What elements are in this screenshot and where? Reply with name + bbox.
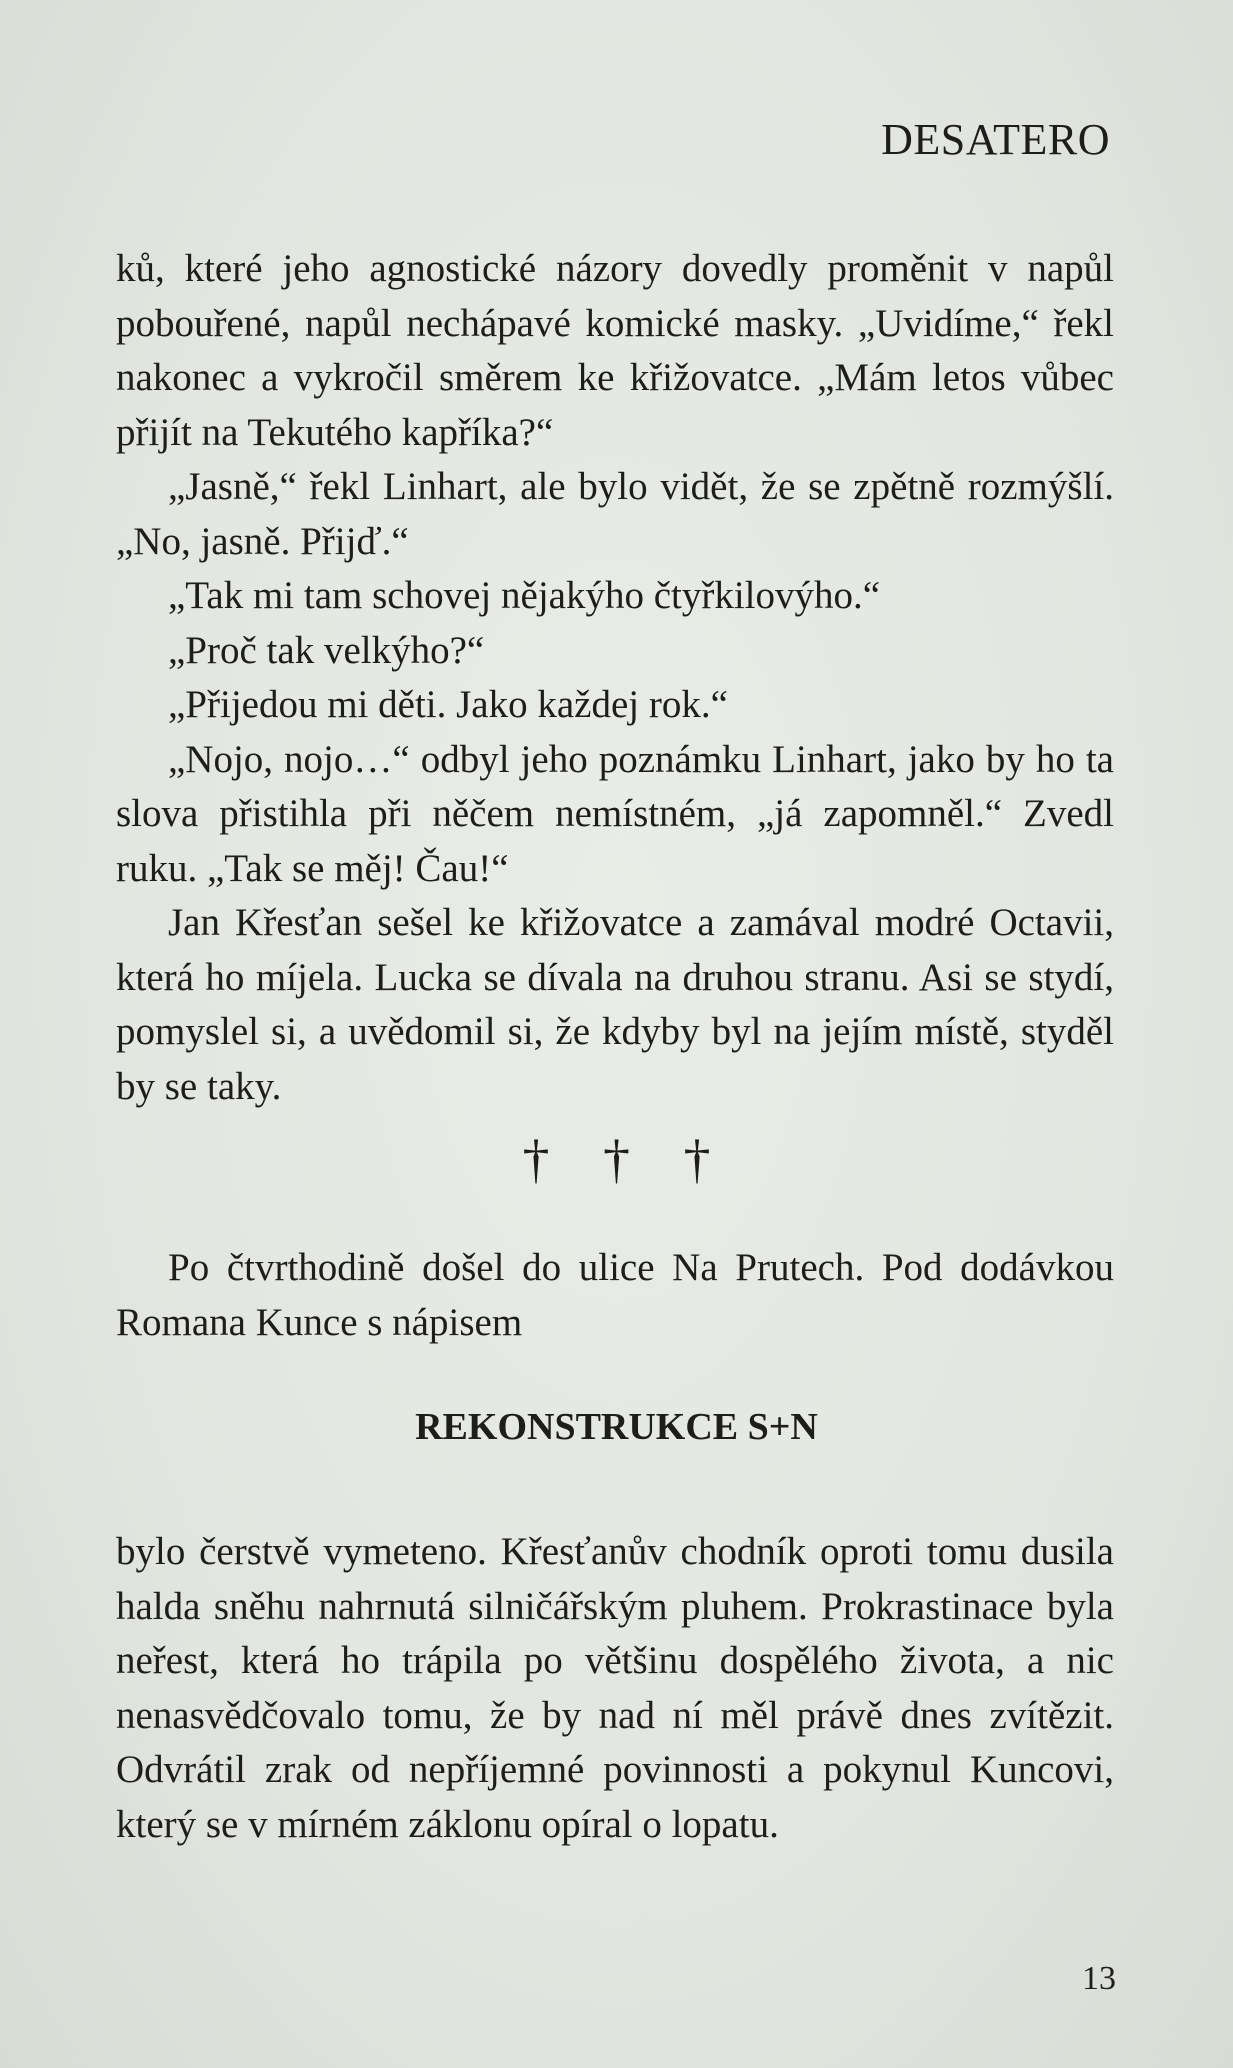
paragraph: „Proč tak velkýho?“ [168,628,485,672]
running-head: DESATERO [881,115,1110,164]
dagger-mark: † [603,1129,630,1189]
paragraph: „Přijedou mi děti. Jako každej rok.“ [168,683,728,726]
paragraph: Jan Křesťan sešel ke křižovatce a zamával modré Octavii, která ho míjela. Lucka se dívala na druhou stranu. Asi se stydí, pomyslel si, a uvědomil si, že kdyby byl na jejím místě, styděl by se taky. [116,901,1114,1108]
paragraph: „Jasně,“ řekl Linhart, ale bylo vidět, že se zpětně rozmýšlí. „No, jasně. Přijď.“ [116,465,1114,563]
paragraph: bylo čerstvě vymeteno. Křesťanův chodník oproti tomu dusila halda sněhu nahrnutá silničářským pluhem. Prokrastinace byla neřest, která ho trápila po většinu dospělého života, a nic nenasvědčovalo tomu, že by nad ní měl právě dnes zvítězit. Odvrátil zrak od nepříjemné povinnosti a pokynul Kuncovi, který se v mírném záklonu opíral o lopatu. [116,1530,1114,1846]
paragraph: Po čtvrthodině došel do ulice Na Prutech. Pod dodávkou Romana Kunce s nápisem [116,1246,1114,1344]
text-section-3 [116,1525,1114,1852]
van-sign-text: REKONSTRUKCE S+N [415,1406,818,1448]
paragraph: „Nojo, nojo…“ odbyl jeho poznámku Linhart, jako by ho ta slova přistihla při něčem nemístném, „já zapomněl.“ Zvedl ruku. „Tak se měj! Čau!“ [116,737,1114,890]
text-section-1 [116,242,1114,1114]
paragraph: „Tak mi tam schovej nějakýho čtyřkilovýho.“ [168,574,881,617]
dagger-mark: † [683,1129,711,1189]
page-number: 13 [1082,1960,1116,1997]
paragraph: ků, které jeho agnostické názory dovedly proměnit v napůl pobouřené, napůl nechápavé komické masky. „Uvidíme,“ řekl nakonec a vykročil směrem ke křižovatce. „Mám letos vůbec přijít na Tekutého kapříka?“ [116,247,1114,454]
dagger-mark: † [522,1129,550,1189]
text-section-2 [116,1241,1114,1350]
section-separator [0,1129,1233,1189]
